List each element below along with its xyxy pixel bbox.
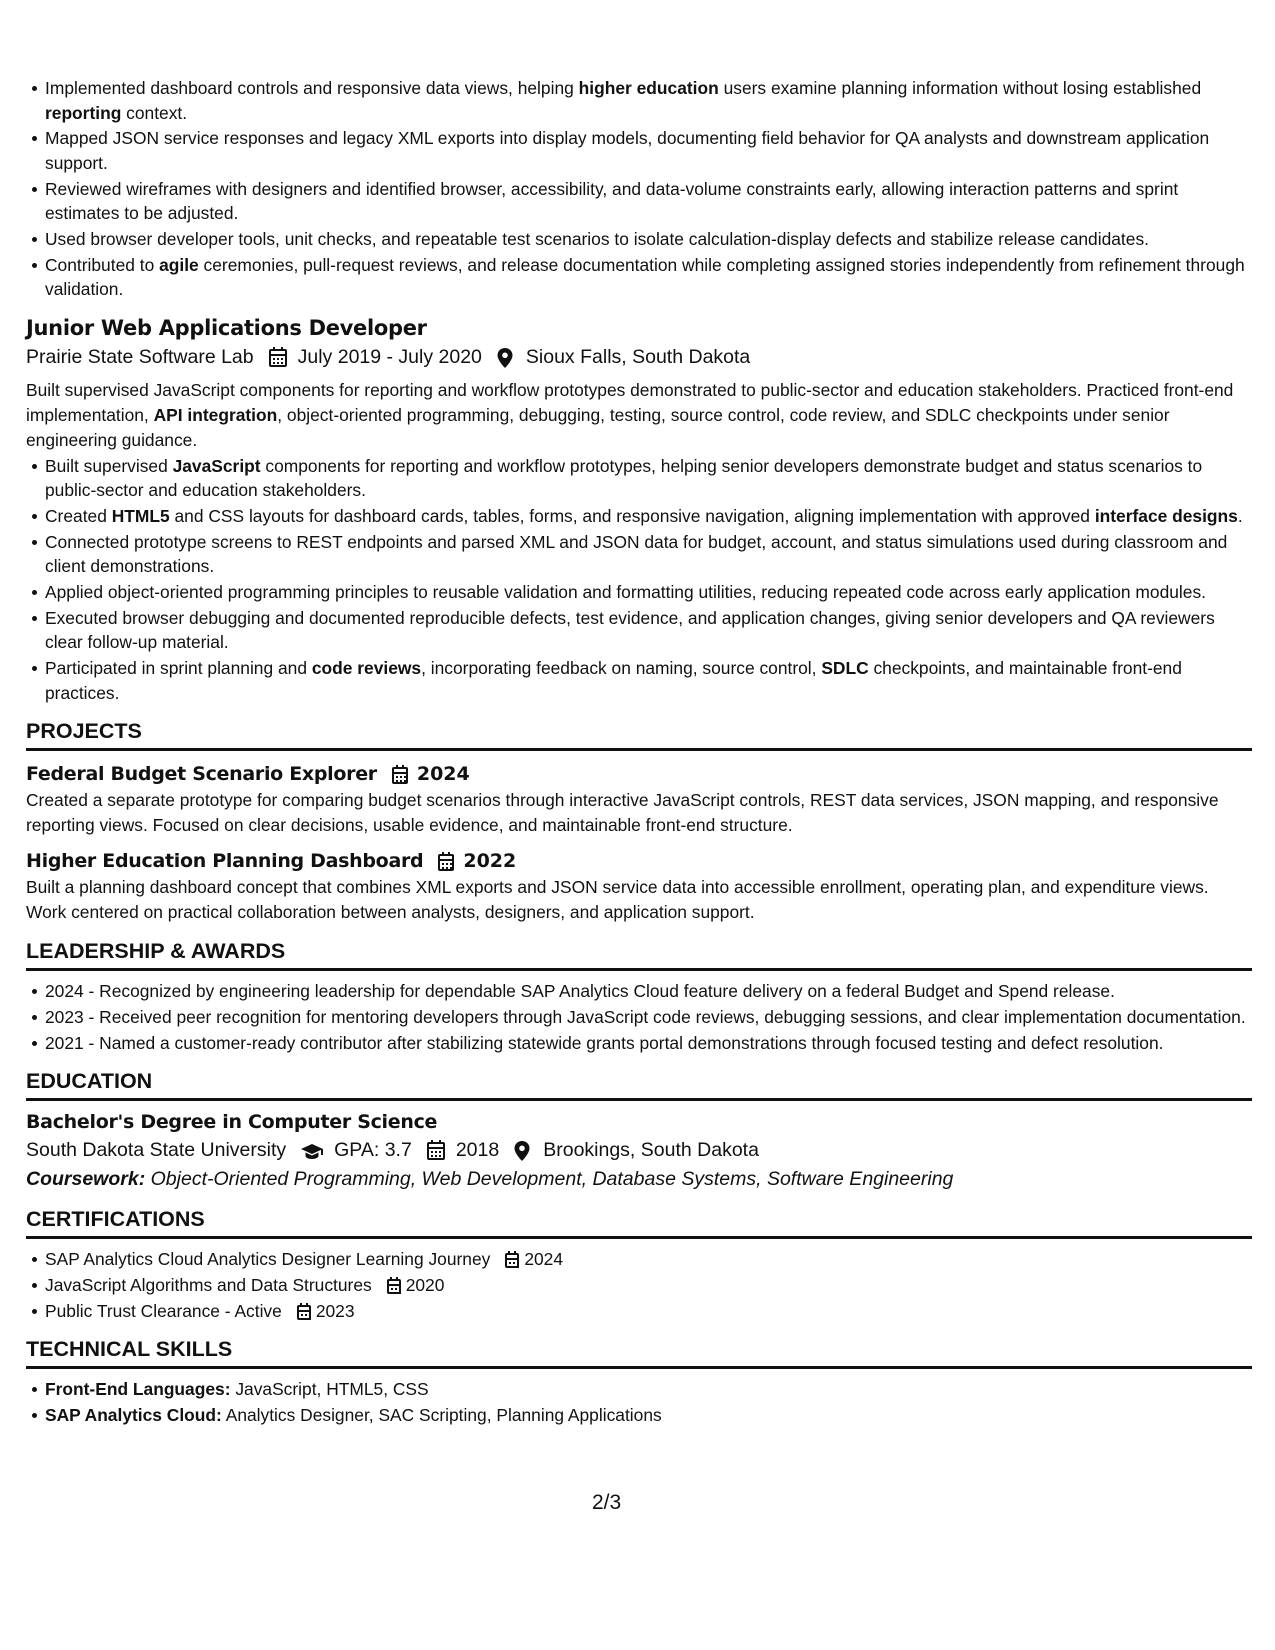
list-item: 2024 - Recognized by engineering leadership for dependable SAP Analytics Cloud feature delivery on a federal Budget and Spend release.	[45, 979, 1252, 1004]
gpa: GPA: 3.7	[334, 1139, 412, 1162]
project-year: 2022	[463, 850, 517, 873]
project-item	[26, 848, 1252, 925]
project-title: Federal Budget Scenario Explorer	[26, 763, 377, 786]
list-item: Public Trust Clearance - Active 2023	[45, 1299, 1252, 1324]
list-item: Reviewed wireframes with designers and identified browser, accessibility, and data-volume constraints early, allowing interaction patterns and sprint estimates to be adjusted.	[45, 177, 1252, 226]
list-item: SAP Analytics Cloud Analytics Designer Learning Journey 2024	[45, 1247, 1252, 1272]
company-name: Prairie State Software Lab	[26, 345, 254, 368]
job-summary: Built supervised JavaScript components for reporting and workflow prototypes demonstrated to public-sector and education stakeholders. Practiced front-end implementation, API integration, object-oriented programming, debugging, testing, source control, code review, and SDLC checkpoints under senior engineering guidance.	[26, 379, 1234, 450]
location-pin-icon	[513, 1140, 533, 1160]
list-item: Applied object-oriented programming principles to reusable validation and formatting utilities, reducing repeated code across early application modules.	[45, 580, 1252, 605]
prev-job-bullets	[26, 76, 1252, 302]
section-heading-certifications: CERTIFICATIONS	[26, 1207, 1252, 1239]
list-item: Built supervised JavaScript components for reporting and workflow prototypes, helping senior developers demonstrate budget and status scenarios to public-sector and education stakeholders.	[45, 454, 1252, 503]
calendar-icon	[504, 1251, 520, 1268]
resume-page	[26, 76, 1252, 1429]
project-title: Higher Education Planning Dashboard	[26, 850, 424, 873]
calendar-icon	[296, 1303, 312, 1320]
job-dates: July 2019 - July 2020	[297, 345, 482, 368]
section-heading-projects: PROJECTS	[26, 719, 1252, 751]
list-item: Created HTML5 and CSS layouts for dashboard cards, tables, forms, and responsive navigation, aligning implementation with approved interface designs.	[45, 504, 1252, 529]
list-item: Front-End Languages: JavaScript, HTML5, CSS	[45, 1377, 1252, 1402]
calendar-icon	[437, 852, 455, 871]
graduation-cap-icon	[300, 1140, 324, 1160]
project-year: 2024	[416, 763, 470, 786]
list-item: Contributed to agile ceremonies, pull-request reviews, and release documentation while completing assigned stories independently from refinement through validation.	[45, 253, 1252, 302]
list-item: Used browser developer tools, unit checks, and repeatable test scenarios to isolate calculation-display defects and stabilize release candidates.	[45, 227, 1252, 252]
education-meta	[26, 1135, 1252, 1165]
job-location: Sioux Falls, South Dakota	[525, 345, 751, 368]
school-location: Brookings, South Dakota	[543, 1139, 759, 1162]
section-heading-education: EDUCATION	[26, 1069, 1252, 1101]
calendar-icon	[386, 1277, 402, 1294]
job-meta	[26, 342, 1252, 372]
list-item: 2021 - Named a customer-ready contributor after stabilizing statewide grants portal demonstrations through focused testing and defect resolution.	[45, 1031, 1252, 1056]
graduation-year: 2018	[455, 1139, 500, 1162]
project-description: Built a planning dashboard concept that combines XML exports and JSON service data into accessible enrollment, operating plan, and expenditure views. Work centered on practical collaboration between analysts, designers, and application support.	[26, 877, 1209, 923]
location-pin-icon	[496, 347, 516, 367]
list-item: 2023 - Received peer recognition for mentoring developers through JavaScript code reviews, debugging sessions, and clear implementation documentation.	[45, 1005, 1252, 1030]
school-name: South Dakota State University	[26, 1139, 287, 1162]
degree-title: Bachelor's Degree in Computer Science	[26, 1111, 438, 1134]
page-number: 2/3	[592, 1491, 622, 1514]
calendar-icon	[391, 765, 409, 784]
awards-list	[26, 979, 1252, 1055]
project-item	[26, 761, 1252, 838]
job-title: Junior Web Applications Developer	[26, 315, 427, 340]
project-description: Created a separate prototype for comparing budget scenarios through interactive JavaScript controls, REST data services, JSON mapping, and responsive reporting views. Focused on clear decisions, usable evidence, and maintainable front-end structure.	[26, 790, 1219, 836]
coursework: Coursework: Object-Oriented Programming, Web Development, Database Systems, Software Engineering	[26, 1168, 954, 1191]
certifications-list	[26, 1247, 1252, 1323]
list-item: Connected prototype screens to REST endpoints and parsed XML and JSON data for budget, account, and status simulations used during classroom and client demonstrations.	[45, 530, 1252, 579]
calendar-icon	[426, 1140, 446, 1160]
list-item: SAP Analytics Cloud: Analytics Designer, SAC Scripting, Planning Applications	[45, 1403, 1252, 1428]
list-item: Executed browser debugging and documented reproducible defects, test evidence, and application changes, giving senior developers and QA reviewers clear follow-up material.	[45, 606, 1252, 655]
list-item: JavaScript Algorithms and Data Structures 2020	[45, 1273, 1252, 1298]
section-heading-awards: LEADERSHIP & AWARDS	[26, 939, 1252, 971]
calendar-icon	[268, 347, 288, 367]
section-heading-skills: TECHNICAL SKILLS	[26, 1337, 1252, 1369]
list-item: Implemented dashboard controls and responsive data views, helping higher education users examine planning information without losing established reporting context.	[45, 76, 1252, 125]
list-item: Mapped JSON service responses and legacy XML exports into display models, documenting field behavior for QA analysts and downstream application support.	[45, 126, 1252, 175]
skills-list	[26, 1377, 1252, 1427]
job-bullets	[26, 454, 1252, 705]
list-item: Participated in sprint planning and code reviews, incorporating feedback on naming, source control, SDLC checkpoints, and maintainable front-end practices.	[45, 656, 1252, 705]
